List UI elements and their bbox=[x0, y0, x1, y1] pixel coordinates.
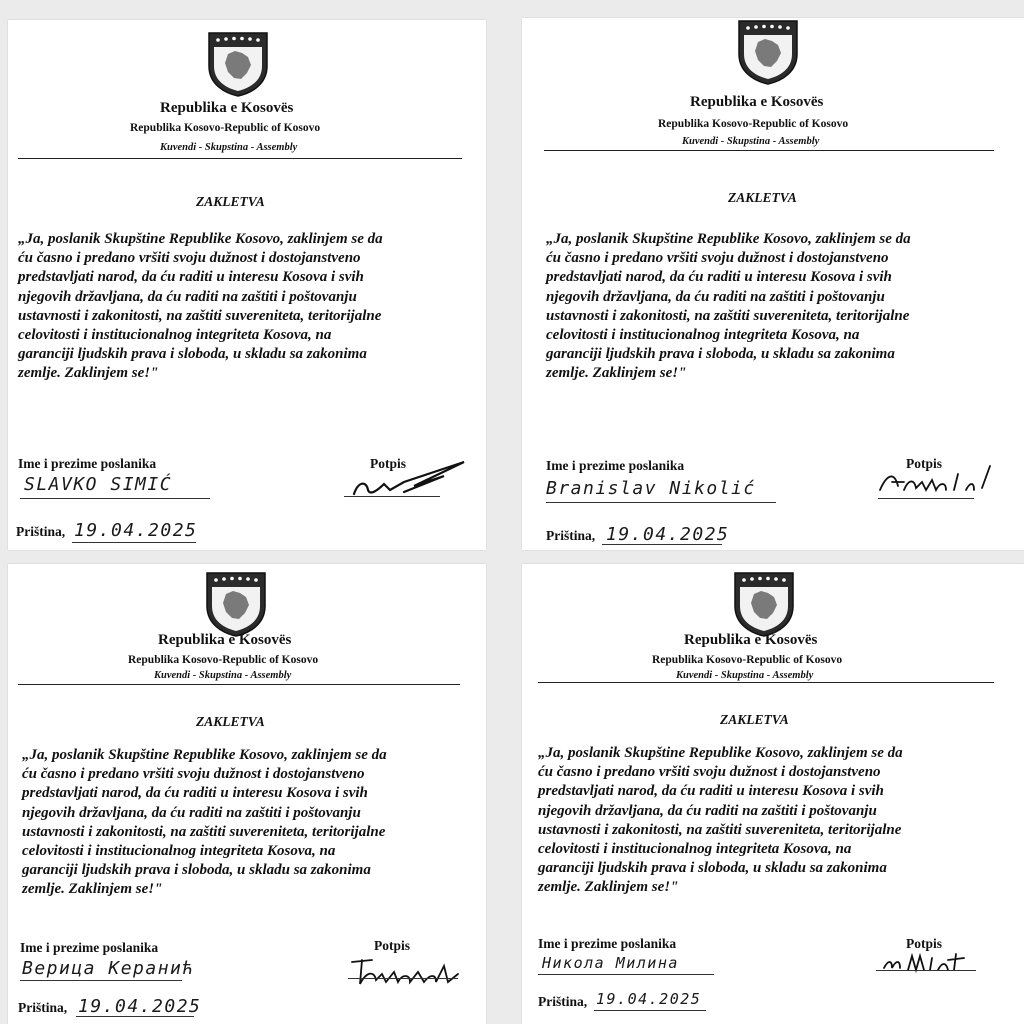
signature-label: Potpis bbox=[906, 456, 943, 471]
oath-line: ću časno i predano vršiti svoju dužnost i dostojanstveno bbox=[546, 250, 889, 267]
handwritten-signature bbox=[878, 946, 978, 978]
date-underline bbox=[602, 544, 722, 545]
name-underline bbox=[538, 974, 714, 975]
oath-document-1 bbox=[8, 20, 486, 550]
oath-document-4 bbox=[522, 564, 1024, 1024]
signature-label: Potpis bbox=[906, 936, 943, 951]
date-underline bbox=[72, 542, 196, 543]
header-rule bbox=[18, 158, 462, 159]
header-assembly: Kuvendi - Skupstina - Assembly bbox=[682, 136, 820, 147]
name-label: Ime i prezime poslanika bbox=[18, 456, 157, 471]
handwritten-signature bbox=[344, 460, 474, 500]
name-label: Ime i prezime poslanika bbox=[546, 458, 685, 473]
date-underline bbox=[76, 1016, 194, 1017]
oath-text bbox=[538, 744, 994, 898]
date-underline bbox=[594, 1010, 706, 1011]
handwritten-signature bbox=[874, 460, 994, 500]
oath-line: ustavnosti i zakonitosti, na zaštiti suvereniteta, teritorijalne bbox=[22, 823, 386, 840]
header-assembly: Kuvendi - Skupstina - Assembly bbox=[154, 670, 292, 681]
signature-underline bbox=[344, 496, 440, 497]
oath-line: ustavnosti i zakonitosti, na zaštiti suvereniteta, teritorijalne bbox=[538, 821, 902, 838]
oath-line: predstavljati narod, da ću raditi u interesu Kosova i svih bbox=[18, 269, 364, 286]
place-label: Priština, bbox=[16, 524, 66, 539]
oath-document-3 bbox=[8, 564, 486, 1024]
oath-line: predstavljati narod, da ću raditi u interesu Kosova i svih bbox=[546, 269, 892, 286]
header-rule bbox=[544, 150, 994, 151]
name-label: Ime i prezime poslanika bbox=[538, 936, 677, 951]
oath-text bbox=[22, 746, 462, 900]
handwritten-date: 19.04.2025 bbox=[74, 520, 198, 541]
handwritten-date: 19.04.2025 bbox=[596, 990, 702, 1008]
oath-line: njegovih državljana, da ću raditi na zaštiti i poštovanju bbox=[18, 288, 357, 305]
oath-line: celovitosti i institucionalnog integriteta Kosova, na bbox=[22, 842, 336, 859]
oath-line: „Ja, poslanik Skupštine Republike Kosovo, zaklinjem se da bbox=[22, 747, 387, 763]
oath-line: „Ja, poslanik Skupštine Republike Kosovo, zaklinjem se da bbox=[18, 231, 383, 247]
signature-underline bbox=[348, 978, 458, 979]
oath-line: ću časno i predano vršiti svoju dužnost i dostojanstveno bbox=[18, 250, 361, 267]
oath-line: garanciji ljudskih prava i sloboda, u skladu sa zakonima bbox=[538, 860, 887, 877]
handwritten-name: Branislav Nikolić bbox=[546, 478, 756, 499]
oath-line: ću časno i predano vršiti svoju dužnost i dostojanstveno bbox=[22, 766, 365, 783]
oath-document-2 bbox=[522, 18, 1024, 550]
header-republic-albanian: Republika e Kosovës bbox=[160, 100, 294, 116]
handwritten-name: Верица Керанић bbox=[22, 958, 195, 979]
header-rule bbox=[538, 682, 994, 683]
oath-line: njegovih državljana, da ću raditi na zaštiti i poštovanju bbox=[546, 288, 885, 305]
handwritten-signature bbox=[344, 952, 464, 992]
place-label: Priština, bbox=[546, 528, 596, 543]
name-underline bbox=[20, 980, 182, 981]
oath-text bbox=[18, 230, 462, 384]
kosovo-coat-of-arms-icon bbox=[206, 30, 270, 98]
kosovo-coat-of-arms-icon bbox=[736, 18, 800, 86]
oath-line: garanciji ljudskih prava i sloboda, u skladu sa zakonima bbox=[22, 862, 371, 879]
oath-line: zemlje. Zaklinjem se!" bbox=[22, 881, 163, 898]
oath-line: predstavljati narod, da ću raditi u interesu Kosova i svih bbox=[538, 783, 884, 800]
oath-line: njegovih državljana, da ću raditi na zaštiti i poštovanju bbox=[538, 802, 877, 819]
oath-line: zemlje. Zaklinjem se!" bbox=[538, 879, 679, 896]
header-republic-albanian: Republika e Kosovës bbox=[684, 632, 818, 648]
oath-heading: ZAKLETVA bbox=[196, 714, 265, 729]
header-assembly: Kuvendi - Skupstina - Assembly bbox=[676, 670, 814, 681]
signature-underline bbox=[878, 498, 974, 499]
oath-line: „Ja, poslanik Skupštine Republike Kosovo, zaklinjem se da bbox=[546, 231, 911, 247]
handwritten-name: Никола Милина bbox=[542, 954, 679, 972]
oath-line: ću časno i predano vršiti svoju dužnost i dostojanstveno bbox=[538, 764, 881, 781]
header-republic-serbian-english: Republika Kosovo-Republic of Kosovo bbox=[658, 118, 849, 130]
oath-heading: ZAKLETVA bbox=[196, 194, 265, 209]
oath-line: celovitosti i institucionalnog integriteta Kosova, na bbox=[546, 326, 860, 343]
handwritten-date: 19.04.2025 bbox=[606, 524, 730, 545]
name-label: Ime i prezime poslanika bbox=[20, 940, 159, 955]
name-underline bbox=[546, 502, 776, 503]
header-assembly: Kuvendi - Skupstina - Assembly bbox=[160, 142, 298, 153]
place-label: Priština, bbox=[18, 1000, 68, 1015]
header-republic-albanian: Republika e Kosovës bbox=[690, 94, 824, 110]
signature-label: Potpis bbox=[370, 456, 407, 471]
oath-text bbox=[546, 230, 992, 384]
oath-line: ustavnosti i zakonitosti, na zaštiti suvereniteta, teritorijalne bbox=[546, 307, 910, 324]
header-rule bbox=[18, 684, 460, 685]
oath-line: garanciji ljudskih prava i sloboda, u skladu sa zakonima bbox=[18, 346, 367, 363]
oath-heading: ZAKLETVA bbox=[720, 712, 789, 727]
place-label: Priština, bbox=[538, 994, 588, 1009]
header-republic-albanian: Republika e Kosovës bbox=[158, 632, 292, 648]
oath-heading: ZAKLETVA bbox=[728, 190, 797, 205]
header-republic-serbian-english: Republika Kosovo-Republic of Kosovo bbox=[128, 654, 319, 666]
handwritten-name: SLAVKO SIMIĆ bbox=[24, 474, 173, 495]
oath-line: celovitosti i institucionalnog integriteta Kosova, na bbox=[18, 326, 332, 343]
oath-line: ustavnosti i zakonitosti, na zaštiti suvereniteta, teritorijalne bbox=[18, 307, 382, 324]
oath-line: celovitosti i institucionalnog integriteta Kosova, na bbox=[538, 840, 852, 857]
name-underline bbox=[20, 498, 210, 499]
oath-line: zemlje. Zaklinjem se!" bbox=[546, 365, 687, 382]
signature-underline bbox=[876, 970, 976, 971]
handwritten-date: 19.04.2025 bbox=[78, 996, 202, 1017]
kosovo-coat-of-arms-icon bbox=[732, 570, 796, 638]
oath-line: njegovih državljana, da ću raditi na zaštiti i poštovanju bbox=[22, 804, 361, 821]
oath-line: „Ja, poslanik Skupštine Republike Kosovo, zaklinjem se da bbox=[538, 745, 903, 761]
oath-line: zemlje. Zaklinjem se!" bbox=[18, 365, 159, 382]
header-republic-serbian-english: Republika Kosovo-Republic of Kosovo bbox=[652, 654, 843, 666]
kosovo-coat-of-arms-icon bbox=[204, 570, 268, 638]
signature-label: Potpis bbox=[374, 938, 411, 953]
oath-line: garanciji ljudskih prava i sloboda, u skladu sa zakonima bbox=[546, 346, 895, 363]
header-republic-serbian-english: Republika Kosovo-Republic of Kosovo bbox=[130, 122, 321, 134]
oath-line: predstavljati narod, da ću raditi u interesu Kosova i svih bbox=[22, 785, 368, 802]
